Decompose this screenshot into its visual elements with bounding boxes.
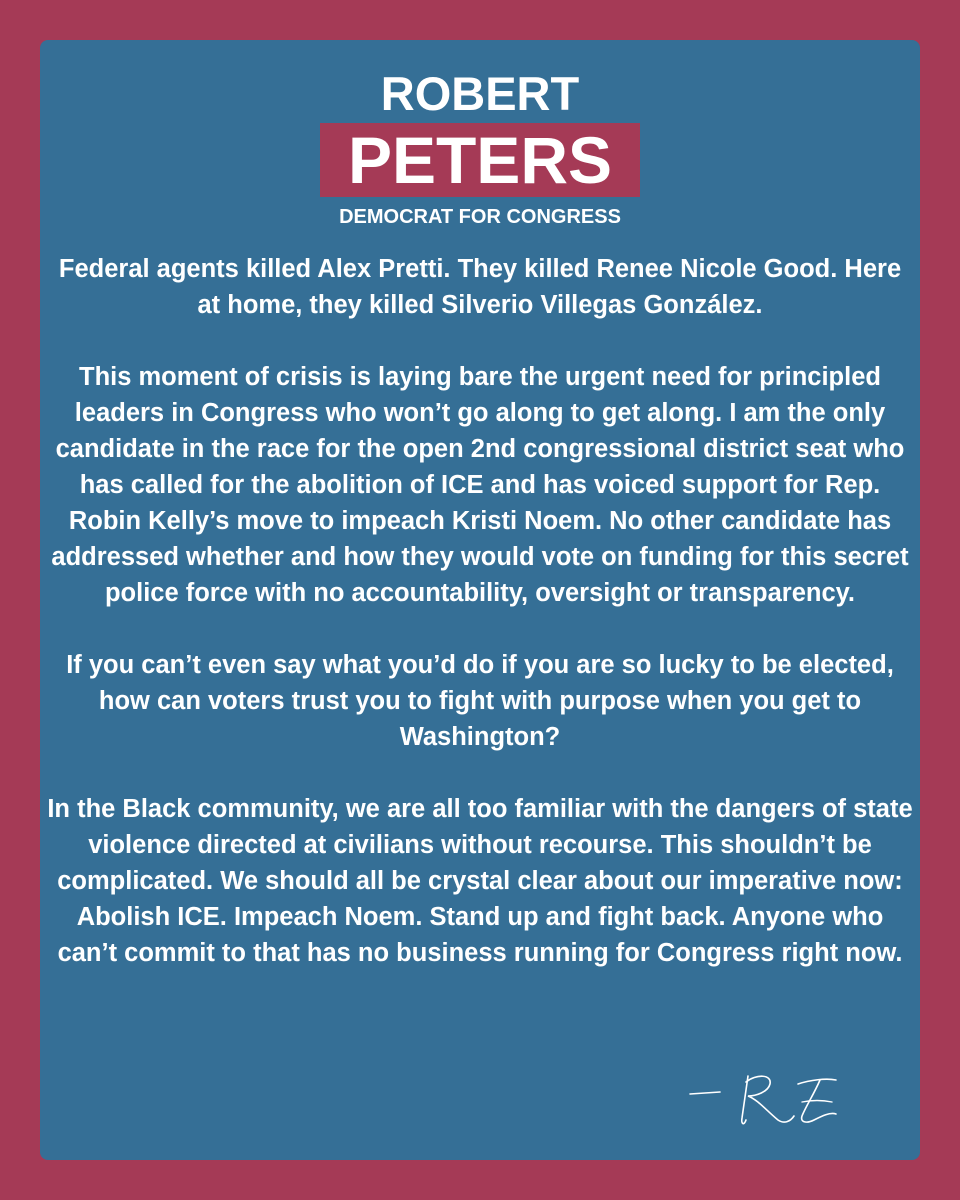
statement-paragraph: In the Black community, we are all too familiar with the dangers of state violence directed at civilians without recourse. This shouldn’t be complicated. We should all be crystal clear about our imperative now: Abolish ICE. Impeach Noem. Stand up and fight back. Anyone who can’t commit to that has no business running for Congress right now. [47, 795, 913, 967]
logo-first-name: ROBERT [380, 67, 580, 120]
statement-paragraph: This moment of crisis is laying bare the urgent need for principled leaders in Congress who won’t go along to get along. I am the only candidate in the race for the open 2nd congressional district seat who has called for the abolition of ICE and has voiced support for Rep. Robin Kelly’s move to impeach Kristi Noem. No other candidate has addressed whether and how they would vote on funding for this secret police force with no accountability, oversight or transparency. [51, 363, 909, 607]
logo-subtitle: DEMOCRAT FOR CONGRESS [339, 206, 621, 228]
statement-body [40, 251, 920, 971]
campaign-logo [320, 67, 640, 229]
statement-paragraph: Federal agents killed Alex Pretti. They killed Renee Nicole Good. Here at home, they killed Silverio Villegas González. [58, 255, 902, 319]
signature-icon [686, 1070, 856, 1140]
statement-paragraph: If you can’t even say what you’d do if you are so lucky to be elected, how can voters trust you to fight with purpose when you get to Washington? [66, 651, 894, 751]
logo-last-name: PETERS [320, 123, 640, 197]
statement-card [40, 40, 920, 1160]
